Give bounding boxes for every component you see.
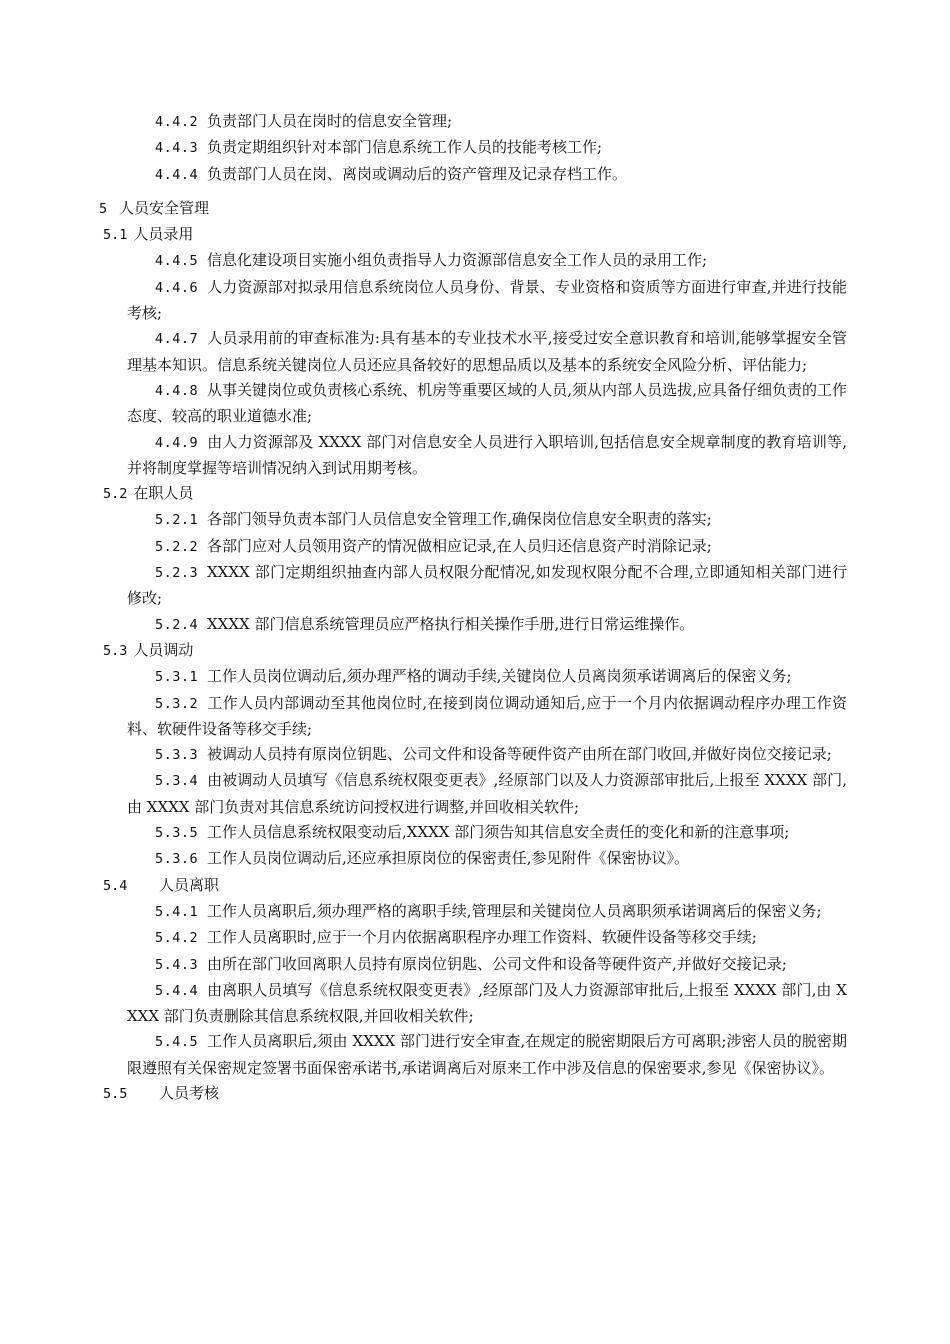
clause-paragraph: [127, 109, 847, 135]
section-number: 5.5: [103, 1085, 128, 1102]
clause-text: 被调动人员持有原岗位钥匙、公司文件和设备等硬件资产由所在部门收回,并做好岗位交接记录;: [207, 745, 832, 764]
clause-number: 4.4.5: [155, 253, 199, 270]
clause-paragraph: [127, 664, 847, 690]
clause-paragraph: [127, 742, 847, 768]
clause-number: 4.4.6: [155, 279, 199, 296]
clause-number: 5.3.3: [155, 747, 199, 764]
section-number: 5.3: [103, 642, 128, 659]
clause-number: 4.4.7: [155, 331, 199, 348]
section-number: 5.4: [103, 877, 128, 894]
clause-paragraph: [127, 275, 847, 327]
clause-paragraph: [127, 820, 847, 846]
clause-text: 信息化建设项目实施小组负责指导人力资源部信息安全工作人员的录用工作;: [207, 251, 708, 270]
clause-text: 负责定期组织针对本部门信息系统工作人员的技能考核工作;: [207, 138, 603, 157]
section-heading: [103, 222, 847, 248]
clause-number: 5.4.2: [155, 930, 199, 947]
clause-text: 工作人员信息系统权限变动后,XXXX 部门须告知其信息安全责任的变化和新的注意事项;: [207, 823, 790, 842]
clause-paragraph: [127, 925, 847, 951]
clause-number: 5.3.2: [155, 695, 199, 712]
clause-paragraph: [127, 978, 847, 1030]
clause-paragraph: [127, 560, 847, 612]
clause-number: 4.4.4: [155, 166, 199, 183]
document-body: [99, 109, 847, 1107]
clause-text: 负责部门人员在岗时的信息安全管理;: [207, 112, 453, 130]
clause-text: 各部门领导负责本部门人员信息安全管理工作,确保岗位信息安全职责的落实;: [207, 510, 712, 529]
clause-text: 由人力资源部及 XXXX 部门对信息安全人员进行入职培训,包括信息安全规章制度的教育培训等,并将制度掌握等培训情况纳入到试用期考核。: [127, 432, 847, 477]
section-title: 人员离职: [159, 875, 220, 894]
section-number: 5.1: [103, 227, 128, 244]
section-heading: [103, 481, 847, 507]
clause-number: 5.2.3: [155, 565, 199, 582]
clause-text: 工作人员岗位调动后,须办理严格的调动手续,关键岗位人员离岗须承诺调离后的保密义务;: [207, 667, 792, 686]
clause-number: 5.3.1: [155, 669, 199, 686]
clause-paragraph: [127, 507, 847, 533]
chapter-heading: 5 人员安全管理: [99, 198, 210, 217]
clause-paragraph: [127, 846, 847, 872]
section-heading: [103, 873, 847, 899]
clause-number: 5.4.3: [155, 956, 199, 973]
clause-number: 4.4.2: [155, 114, 199, 130]
clause-paragraph: [127, 612, 847, 638]
section-number: 5.2: [103, 486, 128, 503]
clause-text: 由被调动人员填写《信息系统权限变更表》,经原部门以及人力资源部审批后,上报至 XXXX 部门,由 XXXX 部门负责对其信息系统访问授权进行调整,并回收相关软件;: [127, 771, 847, 816]
clause-number: 5.2.4: [155, 616, 199, 633]
clause-paragraph: [127, 430, 847, 482]
section-title: 人员录用: [133, 225, 194, 244]
section-title: 人员调动: [133, 640, 194, 659]
clause-text: 负责部门人员在岗、离岗或调动后的资产管理及记录存档工作。: [207, 164, 628, 183]
clause-number: 5.4.5: [155, 1034, 199, 1051]
clause-text: 工作人员岗位调动后,还应承担原岗位的保密责任,参见附件《保密协议》。: [207, 849, 690, 868]
clause-paragraph: [127, 162, 847, 188]
section-heading: [103, 638, 847, 664]
clause-text: 工作人员内部调动至其他岗位时,在接到岗位调动通知后,应于一个月内依据调动程序办理工作资料、软硬件设备等移交手续;: [127, 693, 847, 738]
clause-text: 人力资源部对拟录用信息系统岗位人员身份、背景、专业资格和资质等方面进行审查,并进行技能考核;: [127, 277, 847, 323]
clause-text: 各部门应对人员领用资产的情况做相应记录,在人员归还信息资产时消除记录;: [207, 536, 712, 555]
clause-number: 5.2.2: [155, 538, 199, 555]
clause-paragraph: [127, 135, 847, 161]
clause-number: 5.4.4: [155, 982, 199, 999]
clause-text: 从事关键岗位或负责核心系统、机房等重要区域的人员,须从内部人员选拔,应具备仔细负责的工作态度、较高的职业道德水准;: [127, 380, 847, 426]
clause-text: 人员录用前的审查标准为:具有基本的专业技术水平,接受过安全意识教育和培训,能够掌握安全管理基本知识。信息系统关键岗位人员还应具备较好的思想品质以及基本的系统安全风险分析、评估能力;: [127, 329, 847, 374]
clause-text: XXXX 部门定期组织抽查内部人员权限分配情况,如发现权限分配不合理,立即通知相关部门进行修改;: [127, 563, 847, 608]
clause-text: XXXX 部门信息系统管理员应严格执行相关操作手册,进行日常运维操作。: [207, 614, 695, 633]
clause-paragraph: [127, 534, 847, 560]
clause-text: 由离职人员填写《信息系统权限变更表》,经原部门及人力资源部审批后,上报至 XXXX 部门,由 XXXX 部门负责删除其信息系统权限,并回收相关软件;: [127, 980, 847, 1026]
clause-text: 工作人员离职后,须办理严格的离职手续,管理层和关键岗位人员离职须承诺调离后的保密义务;: [207, 901, 822, 920]
clause-number: 4.4.8: [155, 382, 199, 399]
clause-number: 4.4.9: [155, 434, 199, 451]
clause-number: 5.2.1: [155, 512, 199, 529]
clause-paragraph: [127, 691, 847, 743]
section-title: 人员考核: [159, 1083, 220, 1102]
section-title: 人员安全管理: [119, 198, 210, 217]
clause-paragraph: [127, 1029, 847, 1081]
section-heading: [103, 1081, 847, 1107]
clause-paragraph: [127, 378, 847, 430]
clause-paragraph: [127, 248, 847, 274]
clause-number: 4.4.3: [155, 140, 199, 157]
clause-text: 工作人员离职后,须由 XXXX 部门进行安全审查,在规定的脱密期限后方可离职;涉密人员的脱密期限遵照有关保密规定签署书面保密承诺书,承诺调离后对原来工作中涉及信息的保密要求,参见《保密协议》。: [127, 1032, 847, 1077]
clause-text: 工作人员离职时,应于一个月内依据离职程序办理工作资料、软硬件设备等移交手续;: [207, 928, 757, 947]
clause-paragraph: [127, 326, 847, 378]
clause-number: 5.3.6: [155, 851, 199, 868]
clause-paragraph: [127, 952, 847, 978]
clause-number: 5.4.1: [155, 903, 199, 920]
section-title: 在职人员: [133, 484, 194, 503]
clause-number: 5.3.5: [155, 825, 199, 842]
clause-number: 5.3.4: [155, 773, 199, 790]
clause-paragraph: [127, 899, 847, 925]
clause-text: 由所在部门收回离职人员持有原岗位钥匙、公司文件和设备等硬件资产,并做好交接记录;: [207, 954, 787, 973]
clause-paragraph: [127, 768, 847, 820]
